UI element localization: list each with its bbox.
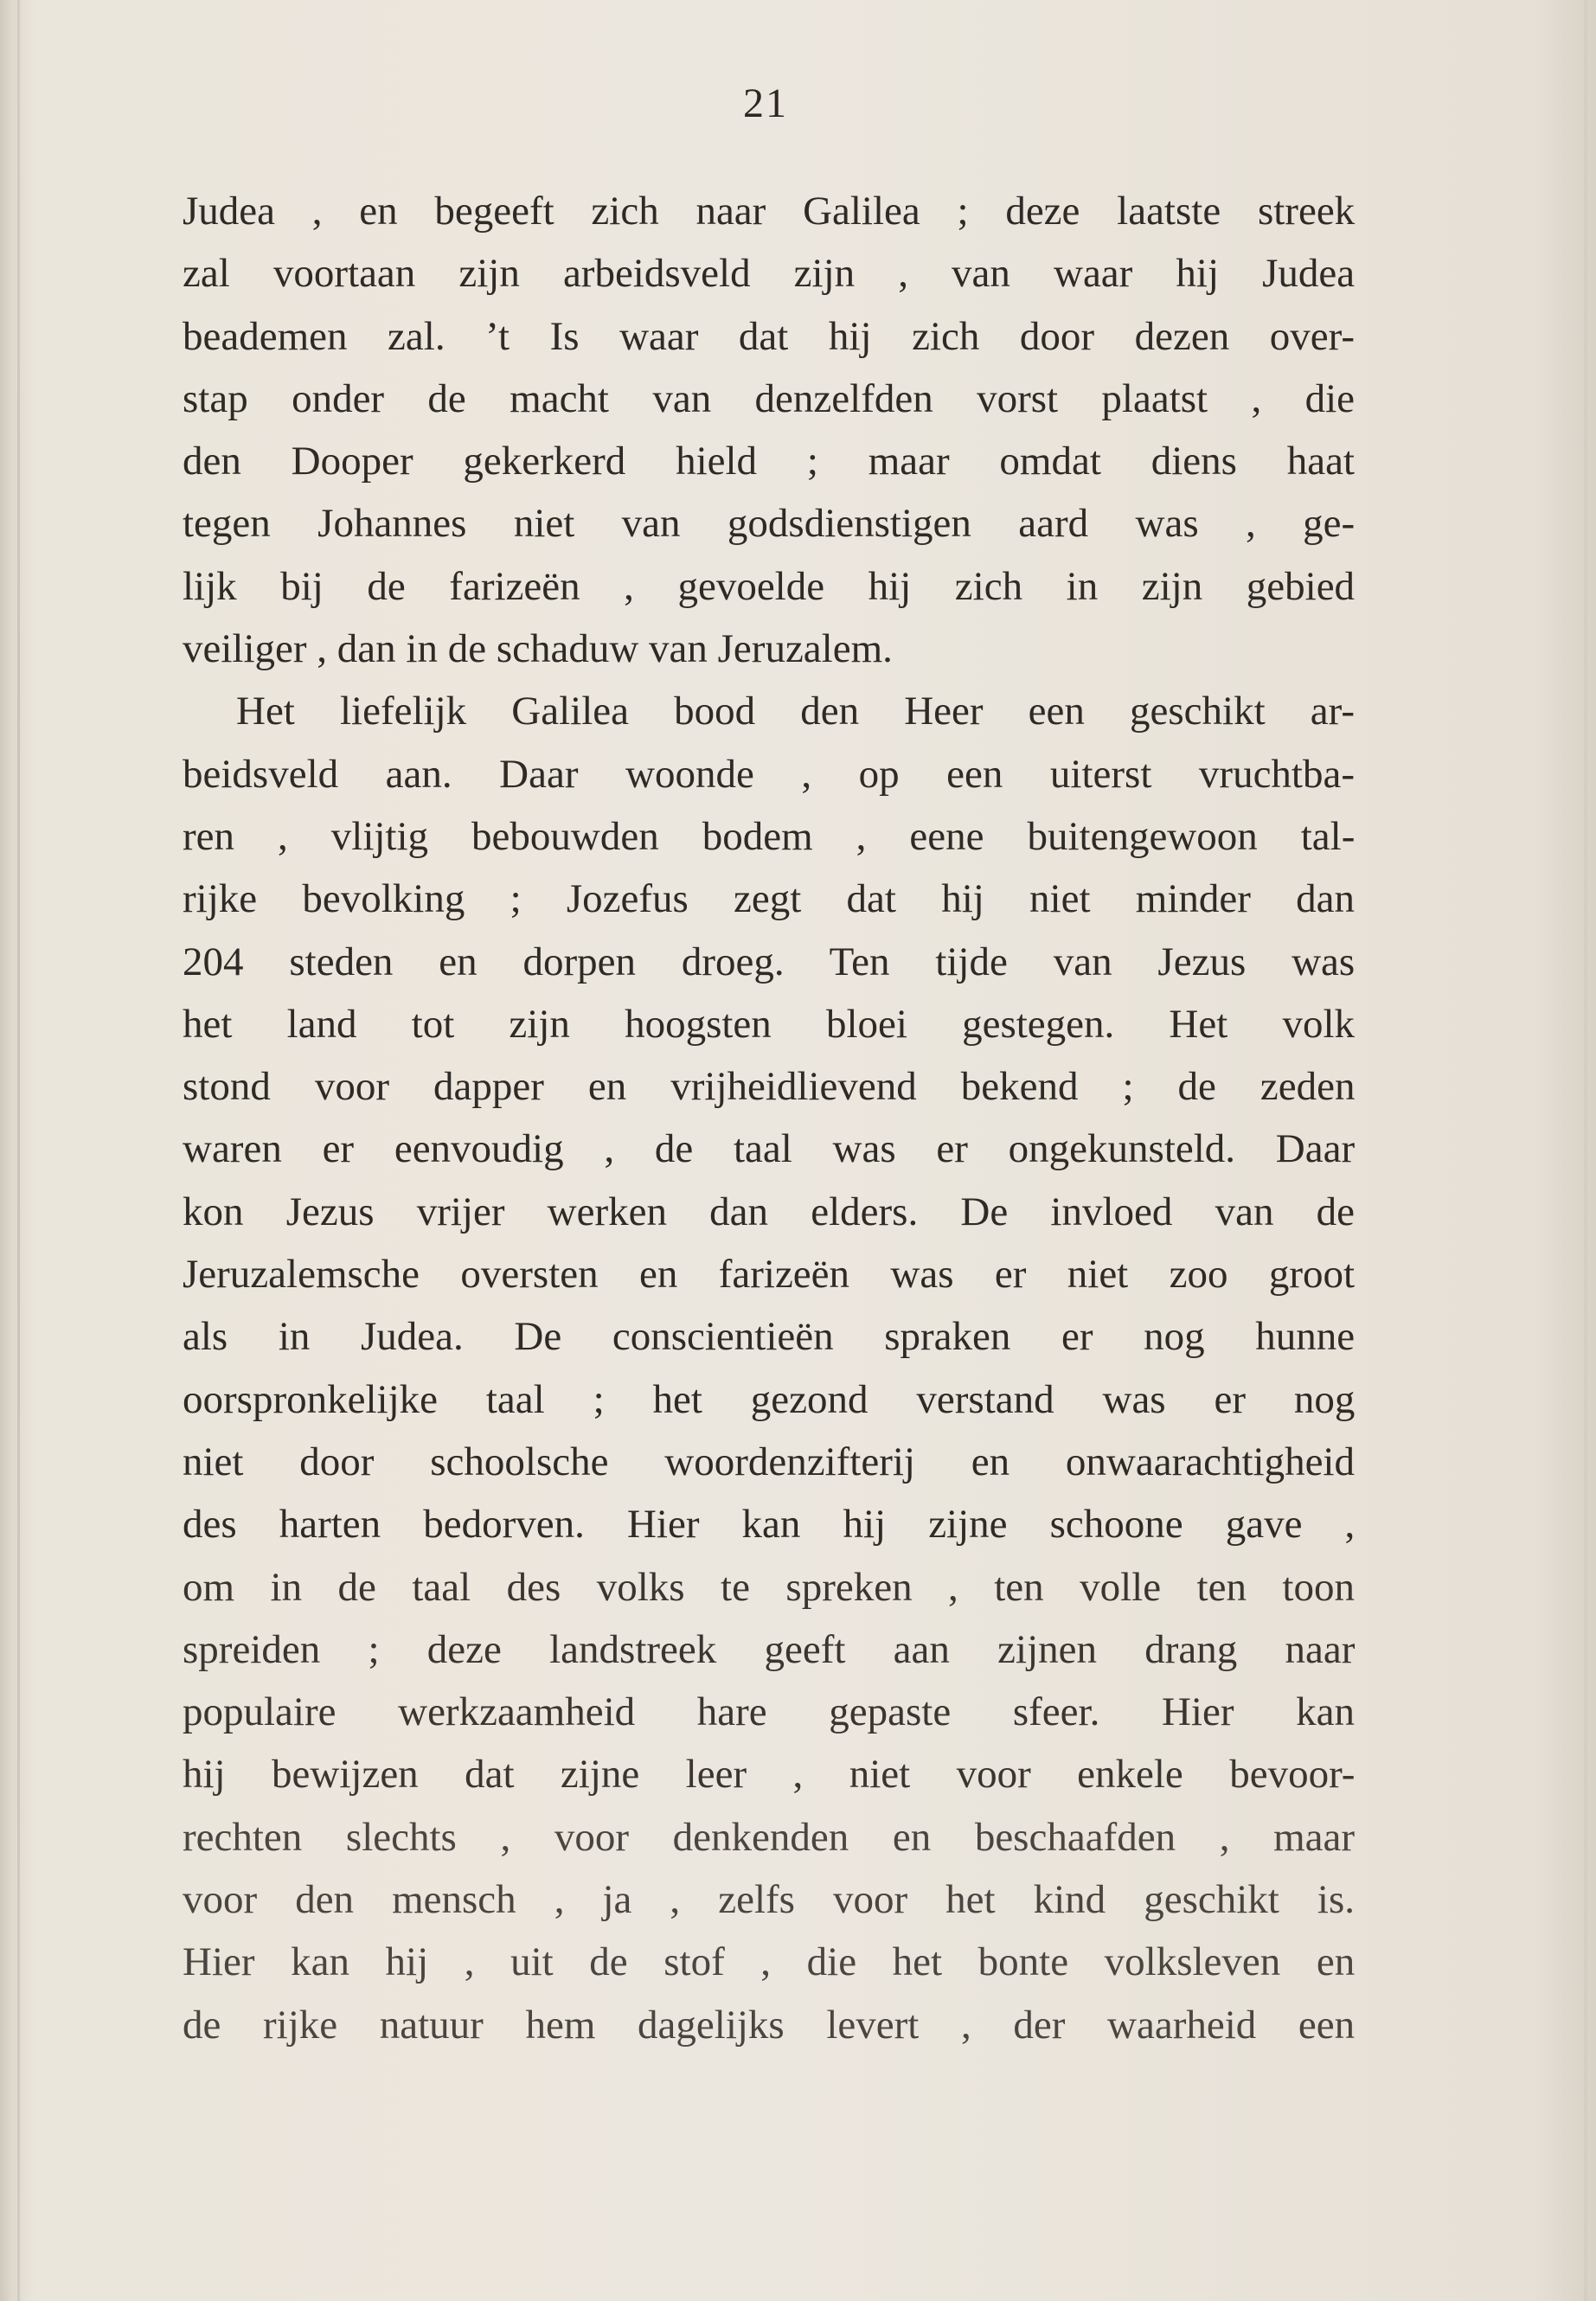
text-line: populaire werkzaamheid hare gepaste sfeer. Hier kan [183, 1689, 1355, 1735]
text-line: veiliger , dan in de schaduw van Jeruzalem. [183, 626, 893, 672]
paragraph-1 [183, 180, 1355, 680]
text-line: het land tot zijn hoogsten bloei gestegen. Het volk [183, 1001, 1355, 1047]
text-line: stond voor dapper en vrijheidlievend bekend ; de zeden [183, 1064, 1356, 1110]
text-line: tegen Johannes niet van godsdienstigen aard was , ge- [183, 501, 1356, 547]
text-line: oorspronkelijke taal ; het gezond verstand was er nog [183, 1376, 1356, 1422]
text-line: de rijke natuur hem dagelijks levert , der waarheid een [183, 2002, 1356, 2048]
text-line: zal voortaan zijn arbeidsveld zijn , van waar hij Judea [183, 251, 1356, 297]
text-line: als in Judea. De conscientieën spraken er nog hunne [183, 1314, 1356, 1360]
text-line: rijke bevolking ; Jozefus zegt dat hij niet minder dan [183, 876, 1355, 922]
page-right-edge [1584, 0, 1587, 2301]
paragraph-2 [183, 680, 1355, 2056]
text-line: ren , vlijtig bebouwden bodem , eene buitengewoon tal- [183, 813, 1356, 859]
text-line: des harten bedorven. Hier kan hij zijne schoone gave , [183, 1502, 1356, 1548]
text-line: Hier kan hij , uit de stof , die het bonte volksleven en [183, 1939, 1356, 1985]
text-line: Judea , en begeeft zich naar Galilea ; deze laatste streek [183, 189, 1356, 234]
body-text [183, 180, 1355, 2056]
text-line: den Dooper gekerkerd hield ; maar omdat diens haat [183, 439, 1355, 484]
text-line: waren er eenvoudig , de taal was er ongekunsteld. Daar [183, 1126, 1356, 1172]
text-line: Jeruzalemsche oversten en farizeën was er niet zoo groot [183, 1252, 1356, 1298]
text-line: Het liefelijk Galilea bood den Heer een geschikt ar- [236, 689, 1355, 734]
text-line: beademen zal. ’t Is waar dat hij zich door dezen over- [183, 313, 1355, 359]
text-line: om in de taal des volks te spreken , ten volle ten toon [183, 1564, 1355, 1610]
text-line: kon Jezus vrijer werken dan elders. De invloed van de [183, 1189, 1355, 1234]
text-line: stap onder de macht van denzelfden vorst plaatst , die [183, 375, 1355, 421]
text-line: 204 steden en dorpen droeg. Ten tijde van Jezus was [183, 939, 1356, 984]
text-line: lijk bij de farizeën , gevoelde hij zich in zijn gebied [183, 563, 1356, 609]
text-line: beidsveld aan. Daar woonde , op een uiterst vruchtba- [183, 751, 1355, 797]
text-line: spreiden ; deze landstreek geeft aan zijnen drang naar [183, 1626, 1356, 1672]
text-line: rechten slechts , voor denkenden en beschaafden , maar [183, 1814, 1355, 1860]
text-line: niet door schoolsche woordenzifterij en onwaarachtigheid [183, 1439, 1355, 1484]
page-binding-edge [17, 0, 20, 2301]
page-number: 21 [743, 80, 788, 126]
text-line: voor den mensch , ja , zelfs voor het kind geschikt is. [183, 1877, 1355, 1923]
text-line: hij bewijzen dat zijne leer , niet voor enkele bevoor- [183, 1752, 1356, 1798]
